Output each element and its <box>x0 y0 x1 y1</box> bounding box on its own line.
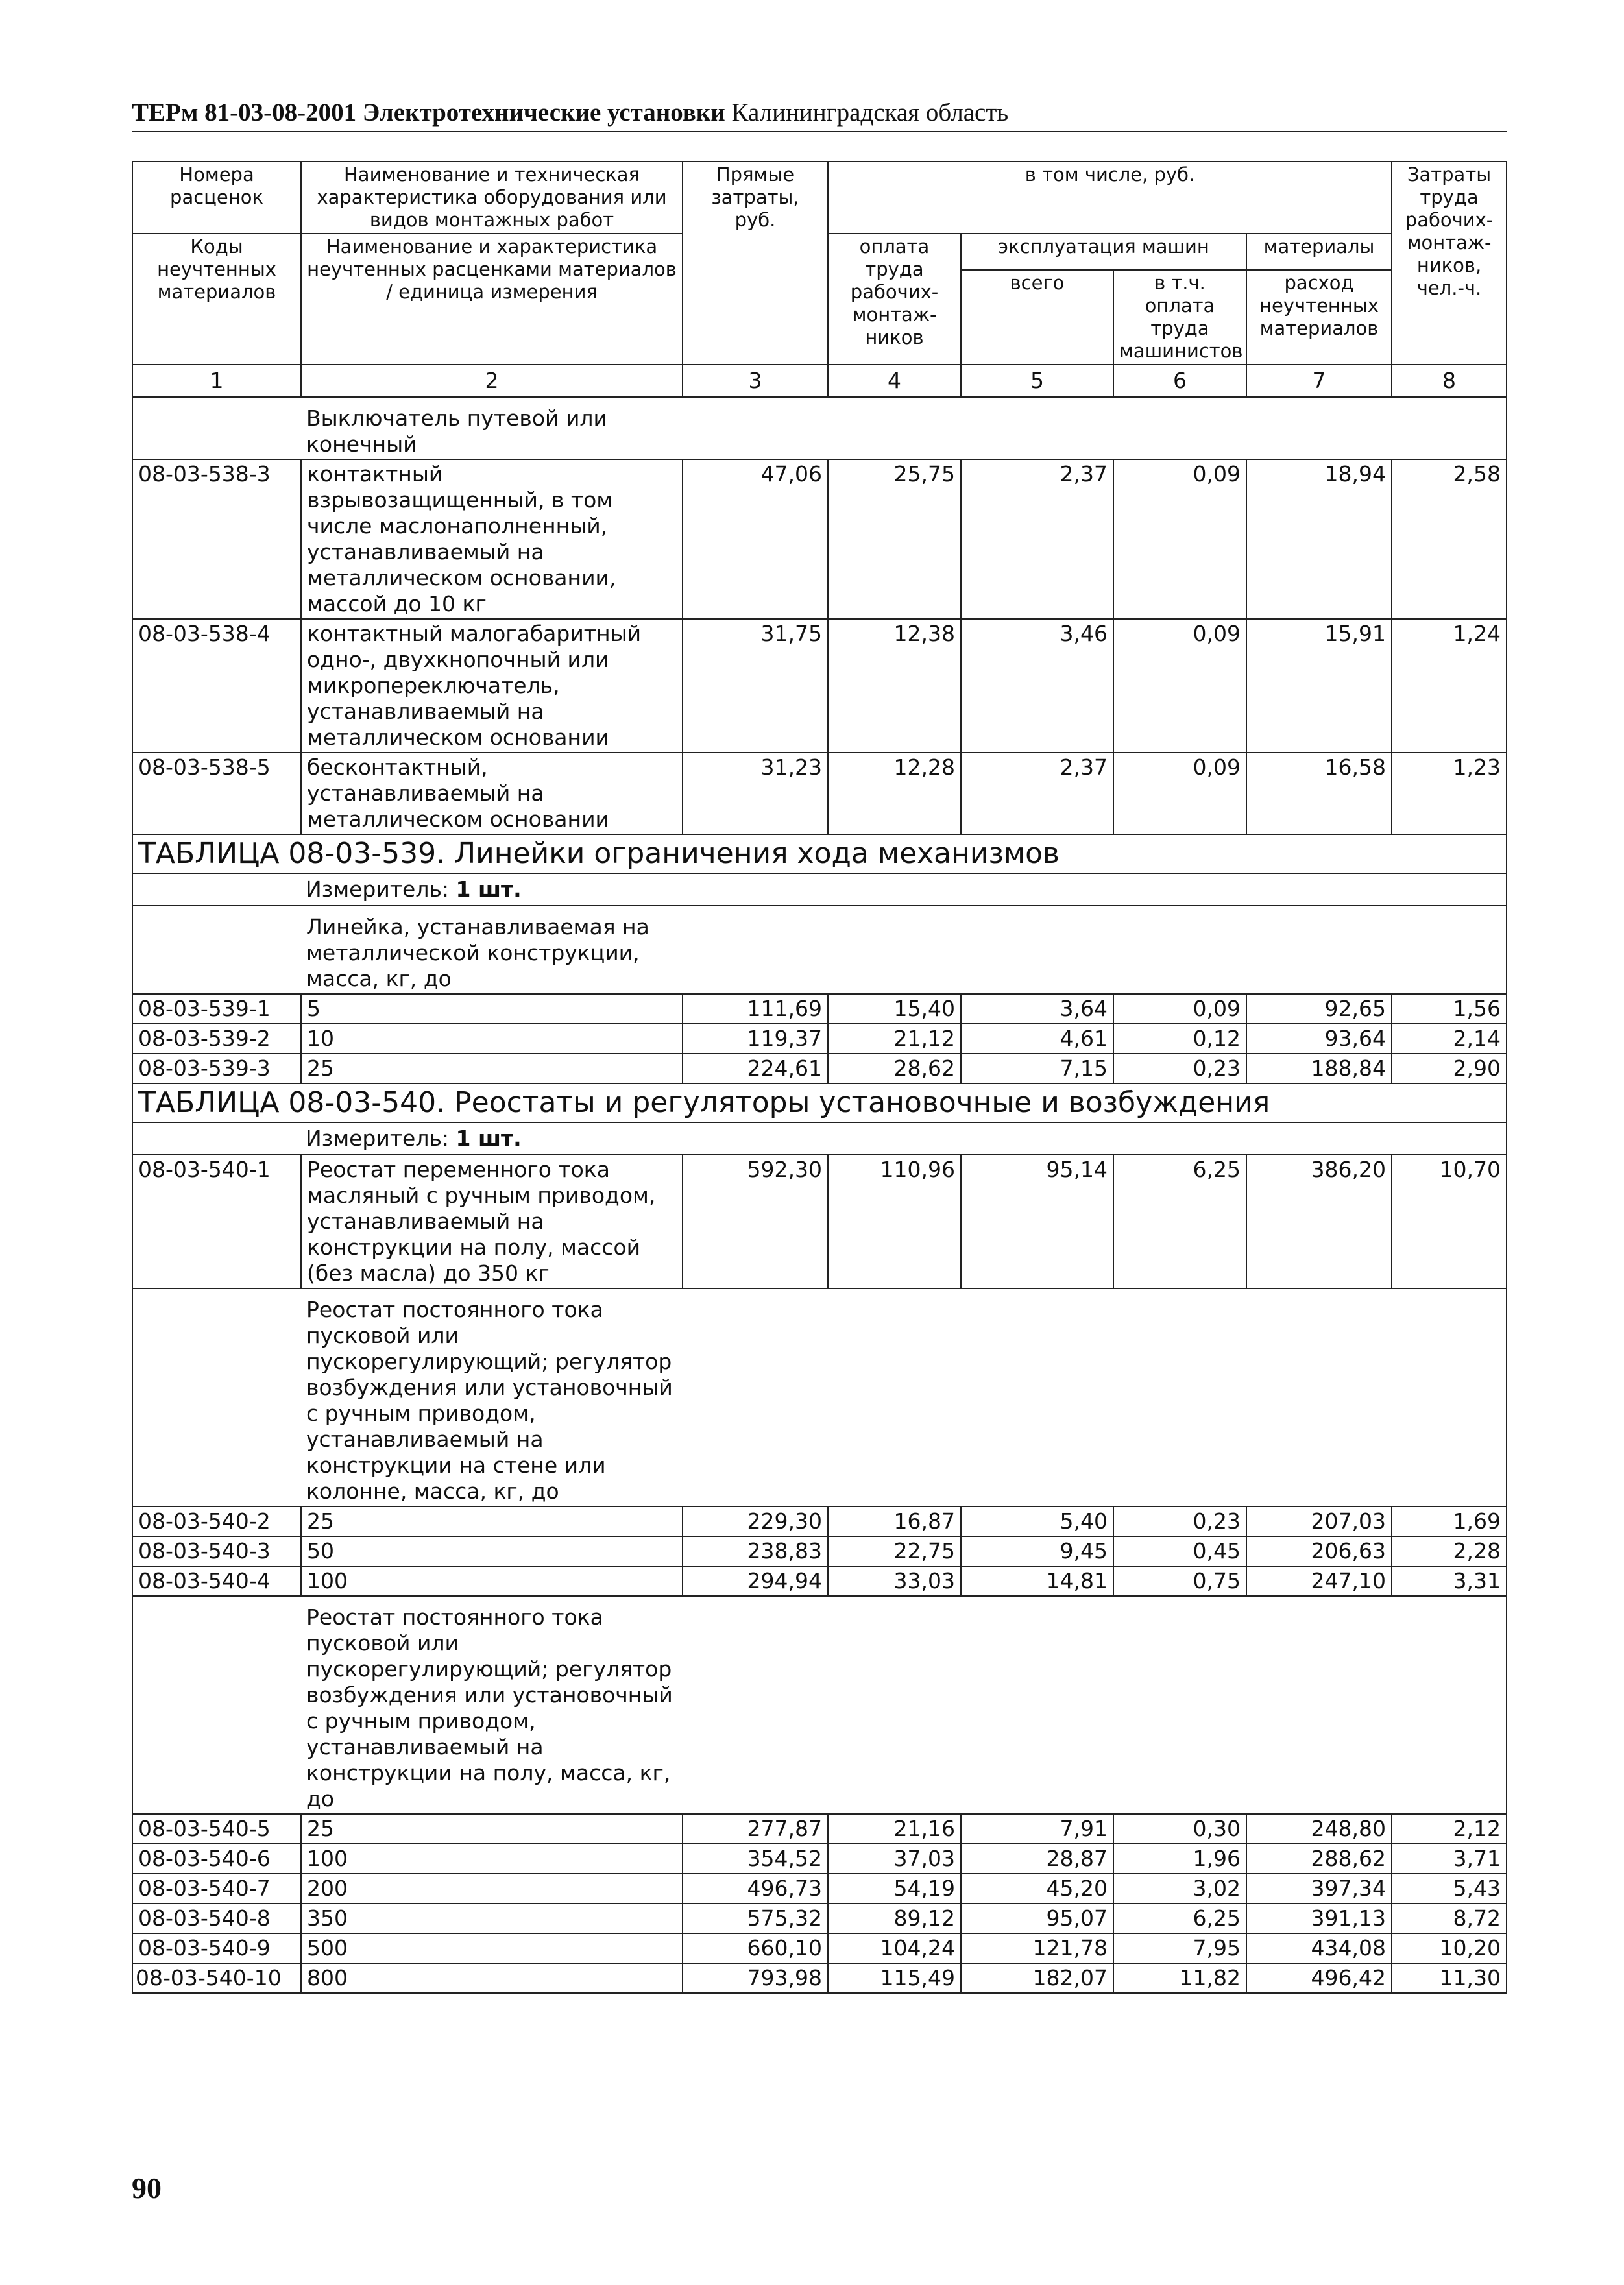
worker-pay: 21,16 <box>828 1814 961 1844</box>
rate-code: 08-03-539-3 <box>132 1054 301 1083</box>
table-row <box>132 1874 1507 1904</box>
rate-code: 08-03-540-2 <box>132 1506 301 1536</box>
measure-unit <box>138 875 1501 904</box>
direct-costs: 575,32 <box>683 1904 828 1933</box>
worker-pay: 16,87 <box>828 1506 961 1536</box>
rate-code: 08-03-538-5 <box>132 753 301 834</box>
machine-total: 4,61 <box>961 1024 1113 1054</box>
header-unaccounted-materials: расход неучтенных материалов <box>1246 270 1392 365</box>
unit-label: Измеритель: <box>306 877 450 902</box>
rate-name: контактный малогабаритный одно-, двухкнопочный или микропереключатель, устанавливаемый на металлическом основании <box>301 619 683 753</box>
machine-total: 95,14 <box>961 1155 1113 1288</box>
machinist-pay: 0,23 <box>1113 1054 1246 1083</box>
machine-total: 3,46 <box>961 619 1113 753</box>
table-row <box>132 1963 1507 1993</box>
machinist-pay: 0,45 <box>1113 1536 1246 1566</box>
labor-hours: 8,72 <box>1392 1904 1507 1933</box>
labor-hours: 5,43 <box>1392 1874 1507 1904</box>
header-material-name: Наименование и характеристика неучтенных расценками материалов / единица измерения <box>301 234 683 365</box>
table-row <box>132 1814 1507 1844</box>
header-including-text: в том числе, руб. <box>1024 163 1195 186</box>
worker-pay: 28,62 <box>828 1054 961 1083</box>
direct-costs: 592,30 <box>683 1155 828 1288</box>
materials-cost: 434,08 <box>1246 1933 1392 1963</box>
rate-name: 350 <box>301 1904 683 1933</box>
direct-costs: 31,23 <box>683 753 828 834</box>
unit-row <box>132 1122 1507 1155</box>
machinist-pay: 0,09 <box>1113 619 1246 753</box>
labor-hours: 2,28 <box>1392 1536 1507 1566</box>
rate-name: 25 <box>301 1054 683 1083</box>
machinist-pay: 0,09 <box>1113 459 1246 619</box>
machine-total: 182,07 <box>961 1963 1113 1993</box>
rate-code: 08-03-540-3 <box>132 1536 301 1566</box>
worker-pay: 12,38 <box>828 619 961 753</box>
labor-hours: 3,71 <box>1392 1844 1507 1874</box>
header-rate-numbers: Номера расценок <box>132 162 301 234</box>
group-heading-row <box>132 1596 1507 1814</box>
direct-costs: 294,94 <box>683 1566 828 1596</box>
machinist-pay: 1,96 <box>1113 1844 1246 1874</box>
labor-hours: 1,69 <box>1392 1506 1507 1536</box>
materials-cost: 391,13 <box>1246 1904 1392 1933</box>
materials-cost: 397,34 <box>1246 1874 1392 1904</box>
column-number: 5 <box>961 365 1113 397</box>
worker-pay: 12,28 <box>828 753 961 834</box>
machinist-pay: 0,30 <box>1113 1814 1246 1844</box>
direct-costs: 496,73 <box>683 1874 828 1904</box>
materials-cost: 93,64 <box>1246 1024 1392 1054</box>
group-heading-row <box>132 1288 1507 1506</box>
materials-cost: 496,42 <box>1246 1963 1392 1993</box>
table-row <box>132 1904 1507 1933</box>
worker-pay: 22,75 <box>828 1536 961 1566</box>
rate-code: 08-03-540-5 <box>132 1814 301 1844</box>
materials-cost: 288,62 <box>1246 1844 1392 1874</box>
page-number: 90 <box>132 2171 162 2205</box>
table-row <box>132 1933 1507 1963</box>
table-title-row <box>132 834 1507 873</box>
unit-row <box>132 873 1507 906</box>
table-540-title: ТАБЛИЦА 08-03-540. Реостаты и регуляторы установочные и возбуждения <box>132 1083 1507 1122</box>
rate-code: 08-03-539-1 <box>132 994 301 1024</box>
table-row <box>132 753 1507 834</box>
direct-costs: 277,87 <box>683 1814 828 1844</box>
column-number: 2 <box>301 365 683 397</box>
labor-hours: 2,12 <box>1392 1814 1507 1844</box>
column-number: 8 <box>1392 365 1507 397</box>
materials-cost: 15,91 <box>1246 619 1392 753</box>
table-row <box>132 1566 1507 1596</box>
labor-hours: 10,20 <box>1392 1933 1507 1963</box>
rate-name: 200 <box>301 1874 683 1904</box>
worker-pay: 54,19 <box>828 1874 961 1904</box>
materials-cost: 206,63 <box>1246 1536 1392 1566</box>
machinist-pay: 0,23 <box>1113 1506 1246 1536</box>
machine-total: 9,45 <box>961 1536 1113 1566</box>
direct-costs: 47,06 <box>683 459 828 619</box>
group-heading: Реостат постоянного тока пусковой или пускорегулирующий; регулятор возбуждения или установочный с ручным приводом, устанавливаемый на конструкции на полу, масса, кг, до <box>306 1604 673 1811</box>
machinist-pay: 6,25 <box>1113 1904 1246 1933</box>
rate-code: 08-03-539-2 <box>132 1024 301 1054</box>
machine-total: 3,64 <box>961 994 1113 1024</box>
machine-total: 95,07 <box>961 1904 1113 1933</box>
rate-code: 08-03-538-4 <box>132 619 301 753</box>
running-head <box>132 97 1507 132</box>
rate-name: 25 <box>301 1506 683 1536</box>
machine-total: 121,78 <box>961 1933 1113 1963</box>
labor-hours: 3,31 <box>1392 1566 1507 1596</box>
worker-pay: 21,12 <box>828 1024 961 1054</box>
table-row <box>132 1155 1507 1288</box>
rate-name: 50 <box>301 1536 683 1566</box>
rates-table <box>132 161 1507 1994</box>
worker-pay: 104,24 <box>828 1933 961 1963</box>
machine-total: 45,20 <box>961 1874 1113 1904</box>
worker-pay: 25,75 <box>828 459 961 619</box>
header-material-codes: Коды неучтенных материалов <box>132 234 301 365</box>
header-work-name: Наименование и техническая характеристика оборудования или видов монтажных работ <box>301 162 683 234</box>
rate-name: Реостат переменного тока масляный с ручным приводом, устанавливаемый на конструкции на полу, массой (без масла) до 350 кг <box>301 1155 683 1288</box>
worker-pay: 37,03 <box>828 1844 961 1874</box>
machinist-pay: 3,02 <box>1113 1874 1246 1904</box>
header-machine-total: всего <box>961 270 1113 365</box>
labor-hours: 1,56 <box>1392 994 1507 1024</box>
direct-costs: 224,61 <box>683 1054 828 1083</box>
machine-total: 7,91 <box>961 1814 1113 1844</box>
unit-label: Измеритель: <box>306 1126 450 1151</box>
worker-pay: 15,40 <box>828 994 961 1024</box>
table-row <box>132 459 1507 619</box>
rate-name: 10 <box>301 1024 683 1054</box>
column-number: 6 <box>1113 365 1246 397</box>
header-machine-operation: эксплуатация машин <box>961 234 1246 270</box>
direct-costs: 354,52 <box>683 1844 828 1874</box>
machine-total: 14,81 <box>961 1566 1113 1596</box>
machine-total: 2,37 <box>961 459 1113 619</box>
table-title-row <box>132 1083 1507 1122</box>
materials-cost: 207,03 <box>1246 1506 1392 1536</box>
materials-cost: 247,10 <box>1246 1566 1392 1596</box>
labor-hours: 2,90 <box>1392 1054 1507 1083</box>
machinist-pay: 7,95 <box>1113 1933 1246 1963</box>
direct-costs: 229,30 <box>683 1506 828 1536</box>
rate-code: 08-03-540-4 <box>132 1566 301 1596</box>
table-row <box>132 1054 1507 1083</box>
group-heading: Реостат постоянного тока пусковой или пускорегулирующий; регулятор возбуждения или установочный с ручным приводом, устанавливаемый на конструкции на стене или колонне, масса, кг, до <box>306 1297 673 1504</box>
table-row <box>132 1536 1507 1566</box>
machinist-pay: 0,12 <box>1113 1024 1246 1054</box>
direct-costs: 660,10 <box>683 1933 828 1963</box>
materials-cost: 188,84 <box>1246 1054 1392 1083</box>
header-worker-pay: оплата труда рабочих-монтаж-ников <box>828 234 961 365</box>
materials-cost: 92,65 <box>1246 994 1392 1024</box>
machinist-pay: 0,09 <box>1113 753 1246 834</box>
group-heading-row <box>132 906 1507 994</box>
labor-hours: 2,14 <box>1392 1024 1507 1054</box>
machine-total: 28,87 <box>961 1844 1113 1874</box>
running-head-bold: ТЕРм 81-03-08-2001 Электротехнические установки <box>132 99 725 127</box>
machinist-pay: 6,25 <box>1113 1155 1246 1288</box>
column-number: 7 <box>1246 365 1392 397</box>
rate-code: 08-03-540-10 <box>132 1963 301 1993</box>
direct-costs: 793,98 <box>683 1963 828 1993</box>
running-head-region: Калининградская область <box>731 99 1009 127</box>
direct-costs: 119,37 <box>683 1024 828 1054</box>
rate-code: 08-03-540-6 <box>132 1844 301 1874</box>
direct-costs: 111,69 <box>683 994 828 1024</box>
header-labor-hours: Затраты труда рабочих-монтаж-ников, чел.-ч. <box>1392 162 1507 365</box>
materials-cost: 16,58 <box>1246 753 1392 834</box>
materials-cost: 18,94 <box>1246 459 1392 619</box>
labor-hours: 1,24 <box>1392 619 1507 753</box>
rate-code: 08-03-540-7 <box>132 1874 301 1904</box>
machine-total: 7,15 <box>961 1054 1113 1083</box>
table-row <box>132 994 1507 1024</box>
rate-name: 100 <box>301 1566 683 1596</box>
direct-costs: 238,83 <box>683 1536 828 1566</box>
labor-hours: 11,30 <box>1392 1963 1507 1993</box>
rate-name: 500 <box>301 1933 683 1963</box>
unit-value: 1 шт. <box>455 877 522 902</box>
labor-hours: 2,58 <box>1392 459 1507 619</box>
rate-name: 800 <box>301 1963 683 1993</box>
table-row <box>132 1024 1507 1054</box>
group-heading: Линейка, устанавливаемая на металлической конструкции, масса, кг, до <box>306 914 649 991</box>
table-row <box>132 619 1507 753</box>
machine-total: 5,40 <box>961 1506 1113 1536</box>
worker-pay: 89,12 <box>828 1904 961 1933</box>
rate-code: 08-03-540-1 <box>132 1155 301 1288</box>
rate-code: 08-03-538-3 <box>132 459 301 619</box>
rate-code: 08-03-540-9 <box>132 1933 301 1963</box>
rate-name: 5 <box>301 994 683 1024</box>
column-number: 3 <box>683 365 828 397</box>
labor-hours: 1,23 <box>1392 753 1507 834</box>
machinist-pay: 0,09 <box>1113 994 1246 1024</box>
direct-costs: 31,75 <box>683 619 828 753</box>
measure-unit <box>138 1124 1501 1153</box>
rate-name: 100 <box>301 1844 683 1874</box>
rate-name: контактный взрывозащищенный, в том числе маслонаполненный, устанавливаемый на металлическом основании, массой до 10 кг <box>301 459 683 619</box>
unit-value: 1 шт. <box>455 1126 522 1151</box>
machinist-pay: 0,75 <box>1113 1566 1246 1596</box>
header-materials: материалы <box>1246 234 1392 270</box>
materials-cost: 248,80 <box>1246 1814 1392 1844</box>
machinist-pay: 11,82 <box>1113 1963 1246 1993</box>
column-number: 4 <box>828 365 961 397</box>
header-machinist-pay: в т.ч. оплата труда машинистов <box>1113 270 1246 365</box>
rate-name: 25 <box>301 1814 683 1844</box>
machine-total: 2,37 <box>961 753 1113 834</box>
labor-hours: 10,70 <box>1392 1155 1507 1288</box>
materials-cost: 386,20 <box>1246 1155 1392 1288</box>
table-row <box>132 1844 1507 1874</box>
header-direct-costs: Прямые затраты, руб. <box>683 162 828 365</box>
group-heading-row <box>132 397 1507 459</box>
group-heading: Выключатель путевой или конечный <box>306 405 607 457</box>
column-number: 1 <box>132 365 301 397</box>
worker-pay: 115,49 <box>828 1963 961 1993</box>
rate-name: бесконтактный, устанавливаемый на металлическом основании <box>301 753 683 834</box>
table-row <box>132 1506 1507 1536</box>
table-539-title: ТАБЛИЦА 08-03-539. Линейки ограничения хода механизмов <box>132 834 1507 873</box>
worker-pay: 33,03 <box>828 1566 961 1596</box>
worker-pay: 110,96 <box>828 1155 961 1288</box>
header-including <box>828 162 1392 234</box>
rate-code: 08-03-540-8 <box>132 1904 301 1933</box>
